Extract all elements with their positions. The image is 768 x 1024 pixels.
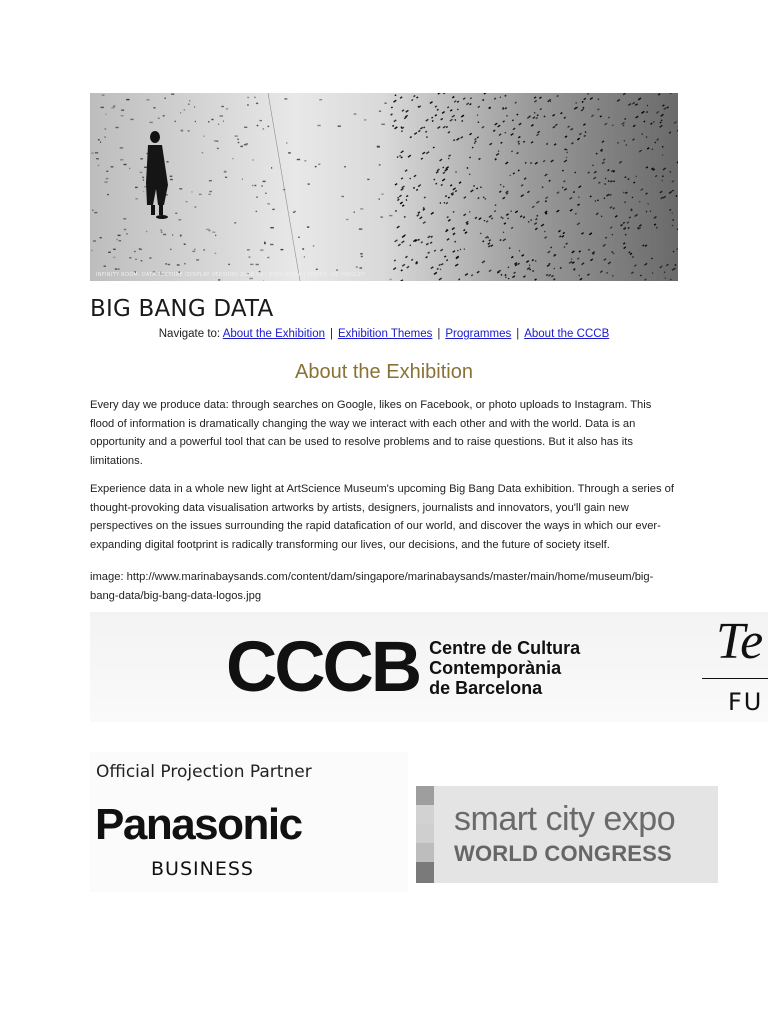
cccb-name-line: Centre de Cultura (429, 637, 581, 658)
data-speck (106, 171, 108, 172)
data-speck (209, 180, 212, 181)
data-speck (242, 179, 243, 180)
data-speck (179, 188, 182, 189)
data-speck (379, 164, 381, 165)
data-speck (191, 191, 192, 192)
data-speck (234, 222, 236, 223)
data-speck (100, 142, 101, 143)
data-speck (225, 177, 227, 178)
cccb-name (429, 638, 580, 698)
data-speck (252, 159, 253, 160)
data-speck (265, 193, 266, 194)
data-speck (377, 146, 380, 147)
data-speck (106, 178, 109, 179)
data-speck (163, 115, 165, 116)
data-speck (298, 237, 300, 238)
data-speck (254, 97, 255, 98)
data-speck (158, 118, 160, 119)
data-speck (336, 269, 338, 270)
data-speck (319, 99, 322, 100)
data-speck (260, 249, 263, 250)
data-speck (249, 256, 251, 257)
data-speck (360, 267, 363, 268)
data-speck (354, 113, 357, 114)
hero-image (90, 93, 678, 281)
data-speck (178, 219, 181, 220)
data-speck (194, 106, 195, 107)
data-speck (364, 119, 366, 120)
hero-caption: INFINITY ROOM: DATA.TECTURE (DISPLAY VERSION) 2008-09 | RYOJI IKEDA | PHOTO: LIZ HINGLEY (96, 272, 365, 278)
data-speck (206, 229, 209, 230)
data-speck (203, 249, 205, 250)
data-speck (111, 107, 114, 108)
data-speck (146, 99, 149, 100)
smart-city-bar (416, 824, 434, 843)
data-speck (119, 240, 122, 241)
data-speck (96, 158, 99, 159)
data-speck (113, 257, 115, 258)
data-speck (188, 130, 190, 131)
data-speck (261, 185, 263, 186)
telefonica-rule (702, 678, 768, 679)
data-speck (232, 158, 233, 159)
data-speck (94, 212, 97, 213)
data-speck (194, 249, 196, 250)
data-speck (256, 103, 258, 104)
data-speck (129, 257, 131, 258)
data-speck (228, 264, 230, 265)
data-speck (195, 121, 196, 122)
data-speck (129, 168, 130, 169)
data-speck (113, 249, 116, 250)
data-speck (238, 142, 239, 143)
data-speck (247, 104, 249, 105)
data-speck (120, 159, 123, 160)
data-speck (184, 244, 186, 245)
data-speck (209, 191, 212, 192)
data-speck (142, 177, 144, 178)
data-speck (199, 194, 202, 195)
data-speck (313, 245, 315, 246)
data-speck (130, 119, 133, 120)
data-speck (211, 119, 213, 120)
data-speck (354, 212, 355, 213)
data-speck (208, 194, 211, 195)
navigation-bar (90, 328, 678, 340)
data-speck (150, 122, 153, 123)
data-speck (166, 194, 168, 195)
cccb-name-line: Contemporània (429, 657, 562, 678)
data-speck (165, 263, 167, 264)
data-speck (380, 216, 383, 217)
data-speck (316, 269, 318, 270)
data-speck (318, 164, 320, 165)
data-speck (91, 152, 94, 153)
data-speck (235, 135, 238, 136)
data-speck (260, 120, 263, 121)
nav-separator: | (516, 328, 520, 340)
data-speck (244, 127, 247, 128)
data-speck (271, 167, 272, 168)
data-speck (126, 233, 127, 234)
data-speck (171, 94, 174, 95)
data-speck (360, 208, 363, 209)
data-speck (295, 211, 296, 212)
data-speck (359, 228, 362, 229)
data-speck (288, 152, 291, 153)
data-speck (390, 279, 392, 280)
data-speck (217, 148, 219, 149)
data-speck (180, 235, 182, 236)
data-speck (215, 253, 217, 254)
data-speck (135, 259, 136, 260)
cccb-logo (226, 628, 581, 707)
data-speck (168, 264, 171, 265)
panasonic-business: BUSINESS (151, 858, 254, 880)
data-speck (263, 181, 266, 182)
data-speck (284, 98, 287, 99)
data-speck (118, 235, 121, 236)
data-speck (246, 143, 249, 144)
data-speck (170, 249, 172, 250)
data-speck (181, 130, 184, 131)
hero-artwork (90, 93, 678, 281)
data-speck (177, 264, 180, 265)
data-speck (105, 128, 107, 129)
data-speck (356, 266, 358, 267)
data-speck (120, 147, 123, 148)
data-speck (307, 226, 309, 227)
data-speck (121, 110, 124, 111)
data-speck (250, 264, 253, 265)
data-speck (140, 158, 143, 159)
data-speck (241, 146, 243, 147)
smart-city-subtitle: WORLD CONGRESS (454, 841, 672, 866)
data-speck (101, 107, 104, 108)
data-speck (304, 256, 305, 257)
data-speck (121, 115, 124, 116)
nav-link-about-cccb[interactable]: About the CCCB (524, 328, 610, 340)
data-speck (184, 109, 186, 110)
data-speck (247, 249, 250, 250)
data-speck (108, 252, 111, 253)
data-speck (165, 98, 166, 99)
data-speck (126, 99, 129, 100)
panasonic-wordmark: Panasonic (95, 800, 302, 849)
data-speck (247, 97, 249, 98)
partner-logos-image (90, 612, 768, 902)
nav-link-about-exhibition[interactable]: About the Exhibition (222, 328, 325, 340)
nav-prefix: Navigate to: (158, 328, 221, 340)
data-speck (123, 218, 126, 219)
data-speck (135, 198, 138, 199)
data-speck (338, 126, 341, 127)
data-speck (389, 215, 392, 216)
data-speck (263, 128, 265, 129)
page-title: BIG BANG DATA (90, 296, 274, 322)
data-speck (113, 106, 115, 107)
image-url-paragraph: image: http://www.marinabaysands.com/content/dam/singapore/marinabaysands/master/main/home/museum/big-bang-data/big-bang-data-logos.jpg (90, 571, 654, 602)
data-speck (378, 198, 380, 199)
data-speck (141, 260, 143, 261)
data-speck (224, 171, 227, 172)
smart-city-title: smart city expo (454, 800, 676, 838)
data-speck (91, 250, 92, 251)
data-speck (98, 165, 100, 166)
data-speck (146, 231, 147, 232)
telefonica-sub: FU (728, 688, 764, 716)
data-speck (221, 106, 224, 107)
smart-city-bar (416, 862, 434, 883)
data-speck (170, 176, 173, 177)
data-speck (270, 227, 274, 228)
data-speck (264, 242, 265, 243)
data-speck (195, 206, 197, 207)
smart-city-bar (416, 786, 434, 805)
data-speck (111, 166, 114, 167)
data-speck (252, 185, 253, 186)
section-heading: About the Exhibition (295, 361, 473, 383)
smart-city-expo-logo (416, 786, 718, 883)
data-speck (107, 194, 109, 195)
data-speck (208, 121, 210, 122)
intro-paragraph: Every day we produce data: through searches on Google, likes on Facebook, or photo uploads to Instagram. This flood of information is dramatically changing the way we interact with each other and with the world. Data is an opportunity and a powerful tool that can be used to resolve problems and to raise questions. But it also has its limitations. (90, 399, 652, 467)
data-speck (175, 213, 177, 214)
data-speck (161, 231, 163, 232)
data-speck (160, 229, 162, 230)
data-speck (202, 152, 204, 153)
data-speck (256, 211, 258, 212)
data-speck (268, 126, 270, 127)
data-speck (264, 243, 266, 244)
data-speck (318, 125, 321, 126)
data-speck (180, 112, 181, 113)
data-speck (212, 232, 215, 233)
data-speck (153, 107, 155, 108)
data-speck (381, 194, 384, 195)
data-speck (270, 244, 273, 245)
data-speck (226, 108, 229, 109)
data-speck (124, 229, 127, 230)
data-speck (257, 125, 259, 126)
data-speck (283, 189, 286, 190)
nav-separator: | (437, 328, 441, 340)
data-speck (346, 219, 349, 220)
data-speck (144, 167, 147, 168)
data-speck (167, 161, 169, 162)
data-speck (92, 210, 93, 211)
data-speck (381, 124, 385, 125)
data-speck (100, 237, 102, 238)
data-speck (95, 152, 98, 153)
data-speck (116, 239, 117, 240)
data-speck (123, 164, 126, 165)
data-speck (170, 179, 173, 180)
cccb-mark: CCCB (226, 628, 420, 707)
data-speck (105, 114, 106, 115)
panasonic-logo (90, 752, 408, 892)
data-speck (361, 256, 363, 257)
data-speck (140, 249, 142, 250)
data-speck (367, 179, 369, 180)
data-speck (188, 104, 190, 105)
data-speck (214, 140, 217, 141)
data-speck (208, 230, 210, 231)
data-speck (172, 234, 173, 235)
smart-city-bar (416, 805, 434, 824)
nav-link-programmes[interactable]: Programmes (445, 328, 512, 340)
cccb-name-line: de Barcelona (429, 677, 543, 698)
data-speck (184, 263, 186, 264)
data-speck (360, 253, 363, 254)
data-speck (143, 191, 144, 192)
data-speck (308, 183, 310, 184)
data-speck (163, 234, 166, 235)
data-speck (143, 179, 144, 180)
data-speck (249, 278, 252, 279)
data-speck (281, 249, 284, 250)
data-speck (196, 259, 199, 260)
data-speck (134, 251, 136, 252)
data-speck (189, 100, 190, 101)
data-speck (272, 209, 275, 210)
data-speck (102, 95, 105, 96)
data-speck (150, 257, 152, 258)
data-speck (218, 279, 220, 280)
data-speck (215, 235, 216, 236)
data-speck (256, 197, 258, 198)
telefonica-mark: Te (716, 613, 764, 670)
partner-caption: Official Projection Partner (96, 762, 312, 782)
exhibition-paragraph: Experience data in a whole new light at ArtScience Museum's upcoming Big Bang Data exhibition. Through a series of thought-provoking data visualisation artworks by artists, designers, journalists and innovators, you'll gain new perspectives on the issues surrounding the rapid datafication of our world, and discover the ways in which our ever-expanding digital footprint is radically transforming our lives, our decisions, and the future of society itself. (90, 483, 675, 551)
data-speck (220, 115, 224, 116)
data-speck (104, 266, 107, 267)
data-speck (203, 136, 204, 137)
data-speck (115, 268, 117, 269)
data-speck (256, 264, 259, 265)
data-speck (384, 103, 386, 104)
data-speck (135, 187, 138, 188)
data-speck (116, 127, 119, 128)
data-speck (304, 160, 306, 161)
data-speck (297, 159, 300, 160)
data-speck (218, 124, 219, 125)
data-speck (267, 257, 269, 258)
data-speck (223, 121, 224, 122)
data-speck (104, 136, 105, 137)
data-speck (175, 121, 176, 122)
data-speck (93, 240, 96, 241)
data-speck (186, 201, 188, 202)
data-speck (267, 203, 270, 204)
data-speck (286, 142, 288, 143)
nav-link-exhibition-themes[interactable]: Exhibition Themes (337, 328, 433, 340)
smart-city-bar (416, 843, 434, 862)
nav-separator: | (329, 328, 333, 340)
data-speck (344, 166, 346, 167)
data-speck (379, 111, 381, 112)
data-speck (104, 181, 107, 182)
data-speck (315, 166, 317, 167)
data-speck (192, 251, 195, 252)
data-speck (140, 172, 143, 173)
data-speck (302, 248, 304, 249)
telefonica-logo (702, 612, 768, 722)
data-speck (117, 268, 120, 269)
data-speck (341, 196, 344, 197)
data-speck (254, 185, 256, 186)
data-speck (98, 139, 100, 140)
data-speck (237, 139, 238, 140)
